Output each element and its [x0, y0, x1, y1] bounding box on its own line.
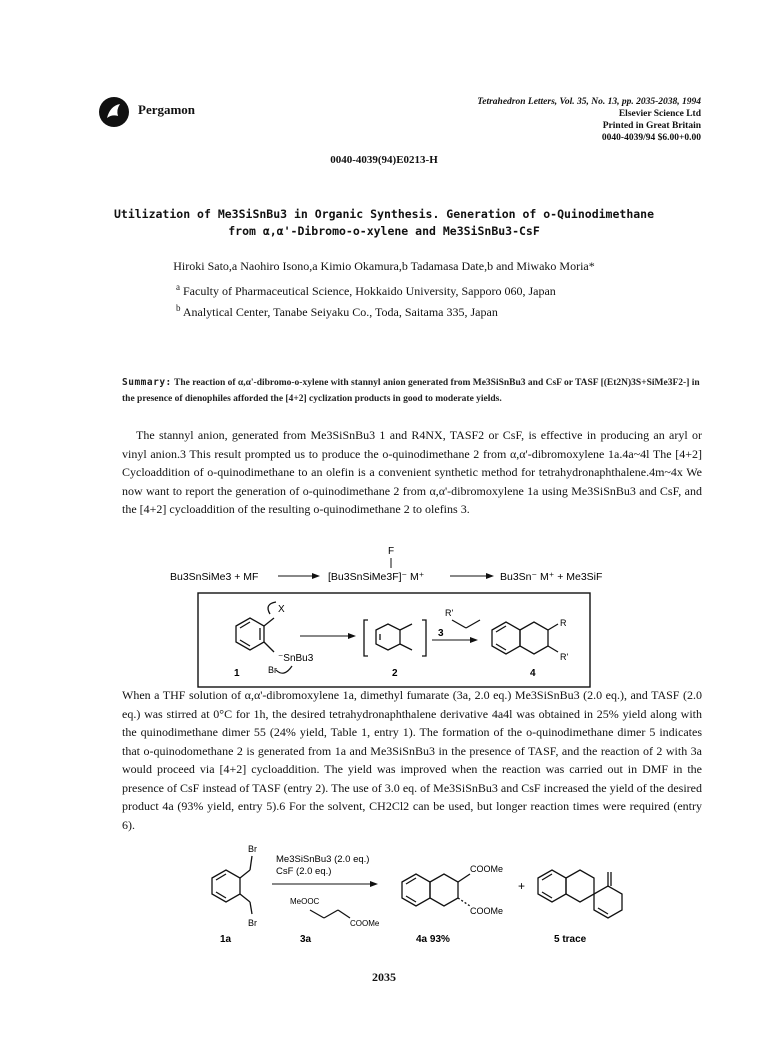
br-label: Br	[268, 665, 277, 675]
summary-text: The reaction of α,α'-dibromo-o-xylene with stannyl anion generated from Me3SiSnBu3 and CsF or TASF [(Et2N)3S+SiMe3F2-] in the presence of dienophiles afforded the [4+2] cyclization products in good to moderate yields.	[122, 378, 700, 404]
olefin-3-label: 3	[438, 628, 444, 639]
r-label: R	[560, 618, 567, 628]
publisher-line: Elsevier Science Ltd	[618, 109, 701, 119]
compound-5-structure	[538, 870, 622, 918]
coome-top-label: COOMe	[470, 864, 504, 874]
eq-mid: [Bu3SnSiMe3F]⁻ M⁺	[328, 571, 425, 583]
f-label: F	[388, 546, 395, 557]
printed-line: Printed in Great Britain	[602, 121, 701, 131]
r-prime-label-product: R'	[560, 652, 569, 662]
compound-1-label: 1	[234, 668, 240, 679]
meooc-label: MeOOC	[290, 897, 320, 906]
compound-2-label: 2	[392, 668, 398, 679]
compound-4-label: 4	[530, 668, 536, 679]
r-prime-label: R'	[445, 608, 454, 618]
br-top-label: Br	[248, 844, 257, 854]
x-label: X	[278, 604, 285, 615]
scheme-2	[200, 842, 640, 952]
body-text-2: When a THF solution of α,α'-dibromoxylene 1a, dimethyl fumarate (3a, 2.0 eq.) Me3SiSnBu3 (2.0 eq.), and TASF (2.0 eq.) was stirred at 0°C for 1h, the desired tetrahydronaphthalene derivative 4a4l was obtained in 25% yield along with the quinodimethane dimer 55 (24% yield, Table 1, entry 1). The formation of the o-quinodimethane dimer 5 indicates that o-quinodomethane 2 is generated from 1a and Me3SiSnBu3 in the presence of TASF, and the reaction of 2 with 3a would proceed via [4+2] cycloaddition. The yield was improved when the reaction was carried out in DMF in the presence of CsF instead of TASF (entry 2). The use of 3.0 eq. of Me3SiSnBu3 and CsF increased the yield of the desired product 4a (93% yield, entry 5).6 For the solvent, CH2Cl2 can be used, but longer reaction times were required (entry 6).	[122, 688, 702, 832]
title-line-1: Utilization of Me3SiSnBu3 in Organic Synthesis. Generation of o-Quinodimethane	[113, 207, 655, 221]
author-list: Hiroki Sato,a Naohiro Isono,a Kimio Okamura,b Tadamasa Date,b and Miwako Moria*	[173, 259, 595, 273]
compound-5-label: 5 trace	[554, 934, 587, 945]
title-line-2: from α,α'-Dibromo-o-xylene and Me3SiSnBu3-CsF	[228, 224, 540, 238]
reagent-2: CsF (2.0 eq.)	[276, 866, 332, 877]
compound-1a-label: 1a	[220, 934, 232, 945]
compound-1a-structure	[212, 856, 252, 914]
compound-3a-label: 3a	[300, 934, 312, 945]
body-paragraph-2	[122, 686, 702, 834]
snbu3-label: ⁻SnBu3	[278, 653, 314, 664]
affiliations	[176, 279, 556, 321]
price-line: 0040-4039/94 $6.00+0.00	[601, 133, 701, 143]
eq-right: Bu3Sn⁻ M⁺ + Me3SiF	[500, 571, 603, 583]
compound-2-structure	[376, 624, 412, 650]
plus-sign: +	[518, 879, 526, 893]
pergamon-logo	[98, 96, 130, 128]
publisher-name: Pergamon	[138, 102, 196, 117]
summary	[122, 375, 702, 407]
body-paragraph-1	[122, 426, 702, 519]
coome-3a-label: COOMe	[350, 919, 380, 928]
journal-line: Tetrahedron Letters, Vol. 35, No. 13, pp. 2035-2038, 1994	[477, 97, 701, 107]
compound-4a-label: 4a 93%	[416, 934, 450, 945]
br-bottom-label: Br	[248, 918, 257, 928]
compound-1-structure	[236, 602, 276, 652]
affiliation-a: $^a$ Faculty of Pharmaceutical Science, Hokkaido University, Sapporo 060, Japan	[176, 282, 556, 298]
summary-label: Summary:	[122, 377, 172, 388]
scheme-1	[170, 540, 610, 690]
pii-code: 0040-4039(94)E0213-H	[330, 154, 438, 166]
body-text-1: The stannyl anion, generated from Me3SiSnBu3 1 and R4NX, TASF2 or CsF, is effective in producing an aryl or vinyl anion.3 This result prompted us to produce the o-quinodimethane 2 from α,α'-dibromoxylene 1a.4a~4l The [4+2] Cycloaddition of o-quinodimethane to an olefin is a convenient synthetic method for tetrahydronaphthalene.4m~4x We now want to report the generation of o-quinodimethane 2 from α,α'-dibromoxylene 1a using Me3SiSnBu3 and CsF, and the [4+2] cycloaddition of the resulting o-quinodimethane 2 to olefins 3.	[122, 428, 702, 516]
page-number: 2035	[372, 970, 396, 984]
compound-4-structure	[492, 622, 558, 654]
eq-left: Bu3SnSiMe3 + MF	[170, 571, 259, 583]
paper-title	[100, 206, 668, 240]
reagent-1: Me3SiSnBu3 (2.0 eq.)	[276, 854, 370, 865]
coome-bottom-label: COOMe	[470, 906, 504, 916]
affiliation-b: $^b$ Analytical Center, Tanabe Seiyaku Co., Toda, Saitama 335, Japan	[176, 303, 498, 319]
compound-4a-structure	[402, 874, 470, 906]
journal-info	[477, 96, 701, 144]
